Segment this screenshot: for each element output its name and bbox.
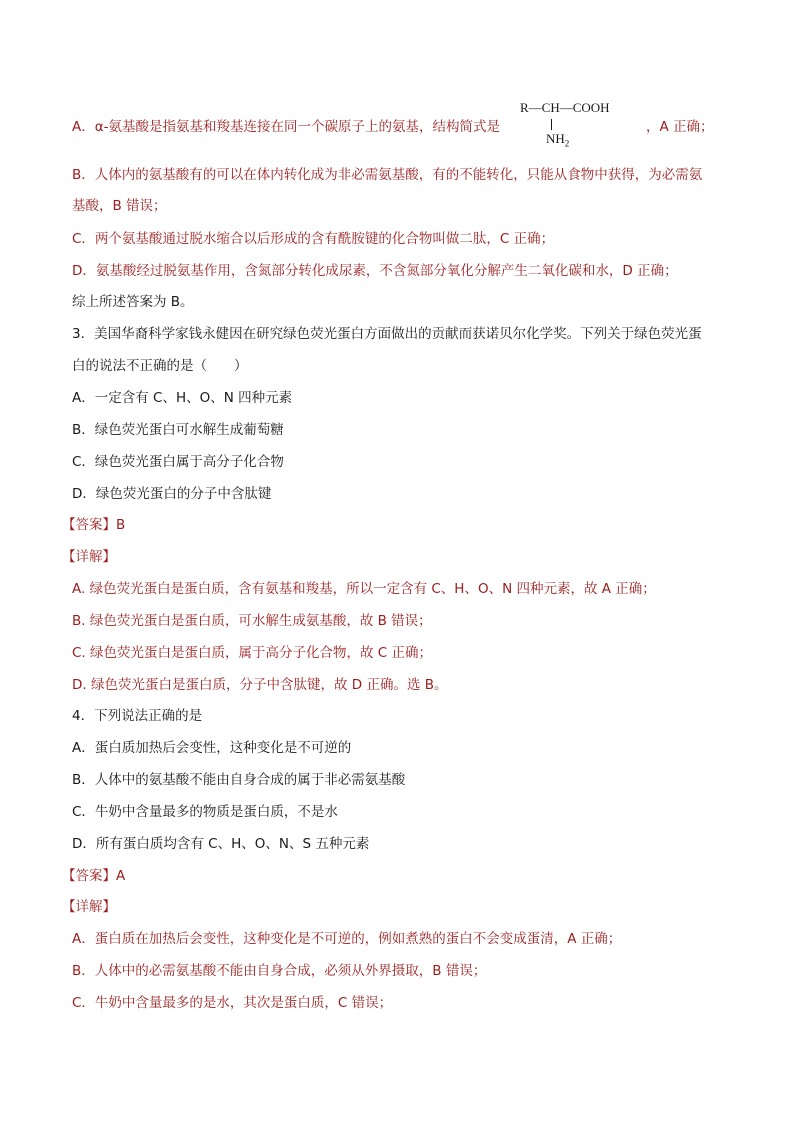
formula-amino-group: $NH_2$ [546, 131, 570, 149]
q4-detail-heading: 【详解】 [62, 899, 116, 915]
q4-option-a: A．蛋白质加热后会变性，这种变化是不可逆的 [72, 740, 352, 756]
q3-option-c: C．绿色荧光蛋白属于高分子化合物 [72, 454, 284, 470]
q4-detail-b: B．人体中的必需氨基酸不能由自身合成，必须从外界摄取，B 错误； [72, 963, 487, 979]
q3-stem-line1: 3．美国华裔科学家钱永健因在研究绿色荧光蛋白方面做出的贡献而获诺贝尔化学奖。下列关于绿色荧光蛋 [72, 326, 702, 342]
q2-detail-c: C．两个氨基酸通过脱水缩合以后形成的含有酰胺键的化合物叫做二肽，C 正确； [72, 231, 555, 247]
q3-detail-b: B. 绿色荧光蛋白是蛋白质，可水解生成氨基酸，故 B 错误； [72, 613, 432, 629]
q2-detail-a [72, 117, 500, 137]
q3-stem-line2: 白的说法不正确的是（ ） [72, 358, 248, 374]
q2-detail-a-text: A．α-氨基酸是指氨基和羧基连接在同一个碳原子上的氨基，结构简式是 [72, 119, 501, 135]
q3-option-a: A．一定含有 C、H、O、N 四种元素 [72, 390, 293, 406]
q4-stem: 4．下列说法正确的是 [72, 708, 203, 724]
amino-acid-structural-formula [520, 100, 640, 148]
q4-answer: 【答案】A [62, 868, 126, 884]
q3-option-d: D．绿色荧光蛋白的分子中含肽键 [72, 486, 272, 502]
q2-summary: 综上所述答案为 B。 [72, 294, 194, 310]
q3-detail-a: A. 绿色荧光蛋白是蛋白质，含有氨基和羧基，所以一定含有 C、H、O、N 四种元素，故 A 正确； [72, 581, 656, 597]
q4-option-b: B．人体中的氨基酸不能由自身合成的属于非必需氨基酸 [72, 772, 406, 788]
q2-detail-b-line2: 基酸，B 错误； [72, 198, 167, 214]
q4-detail-c: C．牛奶中含量最多的是水，其次是蛋白质，C 错误； [72, 995, 393, 1011]
q4-option-c: C．牛奶中含量最多的物质是蛋白质，不是水 [72, 804, 338, 820]
q2-detail-d: D．氨基酸经过脱氨基作用，含氮部分转化成尿素，不含氮部分氧化分解产生二氧化碳和水，D 正确； [72, 263, 678, 279]
q2-detail-b-line1: B．人体内的氨基酸有的可以在体内转化成为非必需氨基酸，有的不能转化，只能从食物中获得，为必需氨 [72, 167, 703, 183]
q3-detail-d: D. 绿色荧光蛋白是蛋白质，分子中含肽键，故 D 正确。选 B。 [72, 677, 448, 693]
q4-option-d: D．所有蛋白质均含有 C、H、O、N、S 五种元素 [72, 836, 370, 852]
q3-answer: 【答案】B [62, 517, 126, 533]
q4-detail-a: A．蛋白质在加热后会变性，这种变化是不可逆的，例如煮熟的蛋白不会变成蛋清，A 正确； [72, 931, 622, 947]
q3-detail-heading: 【详解】 [62, 549, 116, 565]
formula-main-chain: R—CH—COOH [520, 100, 610, 115]
q3-option-b: B．绿色荧光蛋白可水解生成葡萄糖 [72, 422, 284, 438]
q3-detail-c: C. 绿色荧光蛋白是蛋白质，属于高分子化合物，故 C 正确； [72, 645, 433, 661]
formula-bond-line [551, 119, 552, 130]
q2-detail-a-conclusion: ，A 正确； [646, 119, 714, 135]
